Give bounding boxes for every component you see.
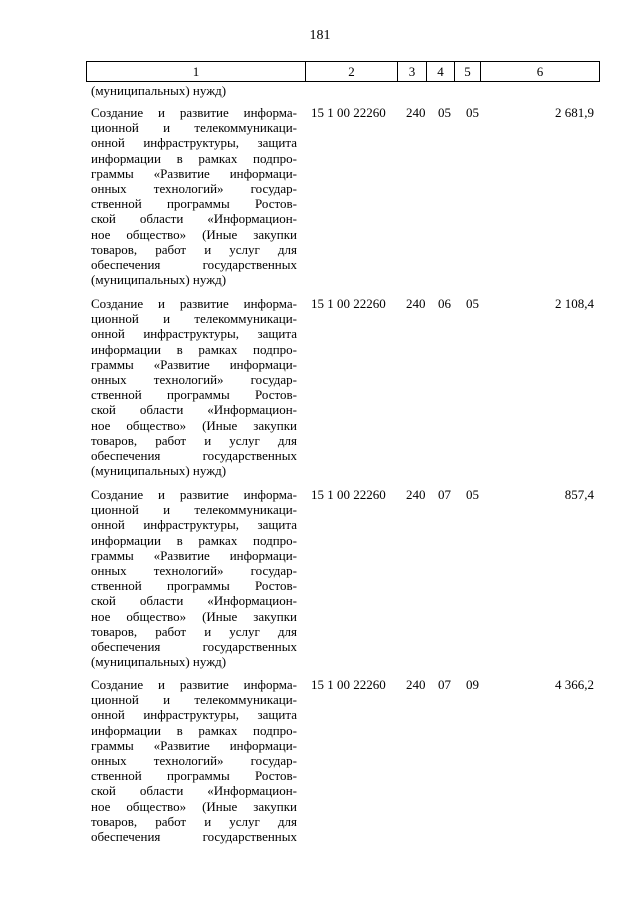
- description-line: Создание и развитие информа-: [91, 487, 297, 502]
- description-line: онных технологий» государ-: [91, 181, 297, 197]
- description-line: ской области «Информацион-: [91, 783, 297, 799]
- header-col-4: 4: [427, 62, 455, 81]
- description-line: онной инфраструктуры, защита: [91, 517, 297, 533]
- subsection-code: 09: [466, 677, 479, 692]
- description-line: онной инфраструктуры, защита: [91, 326, 297, 342]
- description-line: ственной программы Ростов-: [91, 768, 297, 784]
- target-article-code: 15 1 00 22260: [311, 296, 386, 311]
- section-code: 07: [438, 677, 451, 692]
- description-line: Создание и развитие информа-: [91, 105, 297, 120]
- description-line: онных технологий» государ-: [91, 753, 297, 769]
- description-line: (муниципальных) нужд): [91, 272, 227, 288]
- description-line: граммы «Развитие информаци-: [91, 547, 297, 563]
- row-description: [91, 105, 297, 287]
- subsection-code: 05: [466, 487, 479, 502]
- description-line: граммы «Развитие информаци-: [91, 737, 297, 753]
- description-line: информации в рамках подпро-: [91, 722, 297, 738]
- expense-type-code: 240: [406, 105, 426, 120]
- description-line: товаров, работ и услуг для: [91, 432, 297, 448]
- expense-type-code: 240: [406, 677, 426, 692]
- description-line: ственной программы Ростов-: [91, 387, 297, 403]
- subsection-code: 05: [466, 296, 479, 311]
- description-line: (муниципальных) нужд): [91, 654, 227, 670]
- description-line: ционной и телекоммуникаци-: [91, 502, 297, 518]
- header-col-2: 2: [306, 62, 398, 81]
- description-line: обеспечения государственных: [91, 257, 297, 273]
- description-line: товаров, работ и услуг для: [91, 241, 297, 257]
- page-number: 181: [309, 28, 331, 43]
- header-col-6: 6: [536, 63, 544, 79]
- amount-value: 2 681,9: [555, 105, 594, 120]
- description-line: граммы «Развитие информаци-: [91, 165, 297, 181]
- section-code: 06: [438, 296, 451, 311]
- expense-type-code: 240: [406, 296, 426, 311]
- description-line: онной инфраструктуры, защита: [91, 707, 297, 723]
- amount-value: 2 108,4: [555, 296, 594, 311]
- description-line: ской области «Информацион-: [91, 211, 297, 227]
- expense-type-code: 240: [406, 487, 426, 502]
- description-line: ное общество» (Иные закупки: [91, 417, 297, 433]
- description-line: информации в рамках подпро-: [91, 341, 297, 357]
- table-header: [86, 61, 600, 82]
- description-line: ственной программы Ростов-: [91, 196, 297, 212]
- description-line: ционной и телекоммуникаци-: [91, 120, 297, 136]
- description-line: граммы «Развитие информаци-: [91, 356, 297, 372]
- description-line: ционной и телекоммуникаци-: [91, 692, 297, 708]
- description-line: ное общество» (Иные закупки: [91, 608, 297, 624]
- description-line: онных технологий» государ-: [91, 372, 297, 388]
- subsection-code: 05: [466, 105, 479, 120]
- description-line: ственной программы Ростов-: [91, 578, 297, 594]
- description-line: обеспечения государственных: [91, 639, 297, 655]
- section-code: 07: [438, 487, 451, 502]
- description-line: ционной и телекоммуникаци-: [91, 311, 297, 327]
- amount-value: 4 366,2: [555, 677, 594, 692]
- section-code: 05: [438, 105, 451, 120]
- description-line: обеспечения государственных: [91, 448, 297, 464]
- description-line: ное общество» (Иные закупки: [91, 798, 297, 814]
- description-line: Создание и развитие информа-: [91, 677, 297, 692]
- description-line: информации в рамках подпро-: [91, 532, 297, 548]
- row-description: [91, 677, 297, 844]
- target-article-code: 15 1 00 22260: [311, 487, 386, 502]
- description-line: товаров, работ и услуг для: [91, 623, 297, 639]
- header-col-3: 3: [398, 62, 427, 81]
- row-description: [91, 487, 297, 669]
- description-line: ное общество» (Иные закупки: [91, 226, 297, 242]
- continuation-text: (муниципальных) нужд): [91, 83, 227, 98]
- description-line: Создание и развитие информа-: [91, 296, 297, 311]
- description-line: онной инфраструктуры, защита: [91, 135, 297, 151]
- row-description: [91, 296, 297, 478]
- header-col-5: 5: [455, 62, 481, 81]
- target-article-code: 15 1 00 22260: [311, 677, 386, 692]
- description-line: (муниципальных) нужд): [91, 463, 227, 479]
- description-line: ской области «Информацион-: [91, 402, 297, 418]
- description-line: товаров, работ и услуг для: [91, 813, 297, 829]
- amount-value: 857,4: [564, 487, 594, 502]
- description-line: онных технологий» государ-: [91, 563, 297, 579]
- description-line: обеспечения государственных: [91, 829, 297, 845]
- target-article-code: 15 1 00 22260: [311, 105, 386, 120]
- description-line: информации в рамках подпро-: [91, 150, 297, 166]
- description-line: ской области «Информацион-: [91, 593, 297, 609]
- header-col-1: 1: [87, 62, 306, 81]
